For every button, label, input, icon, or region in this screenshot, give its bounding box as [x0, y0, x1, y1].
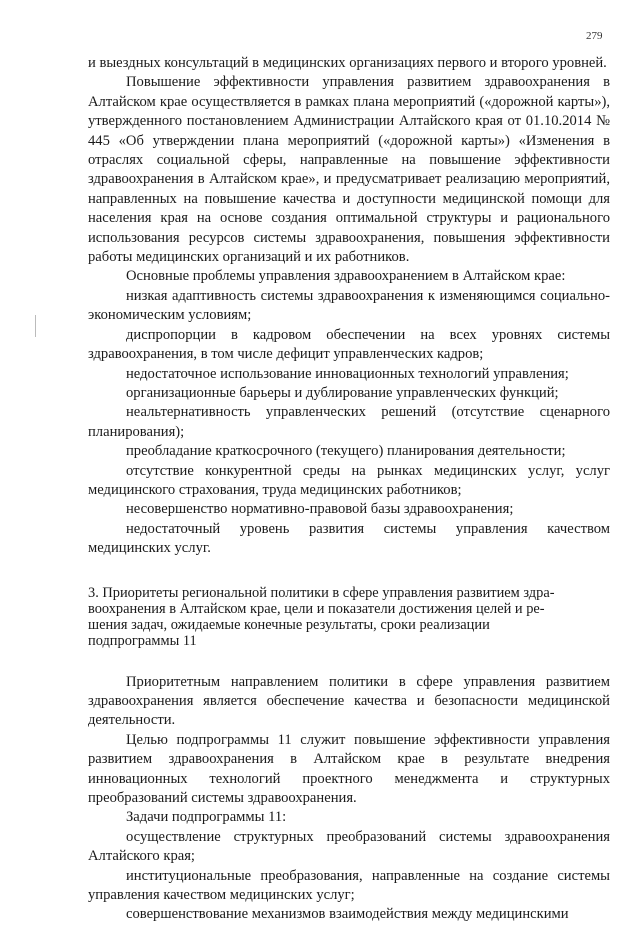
page-number: 279	[586, 30, 603, 42]
paragraph: преобладание краткосрочного (текущего) планирования деятельности;	[126, 443, 566, 460]
paragraph: Основные проблемы управления здравоохранением в Алтайском крае:	[126, 268, 566, 285]
paragraph: Приоритетным направлением политики в сфере управления развитием здравоохранения является обеспечение качества и безопасности медицинской деятельности.	[88, 673, 610, 729]
paragraph: институциональные преобразования, направленные на создание системы управления качеством медицинских услуг;	[88, 867, 610, 904]
paragraph: недостаточное использование инновационных технологий управления;	[126, 365, 569, 382]
paragraph: низкая адаптивность системы здравоохранения к изменяющимся социально-экономическим условиям;	[88, 287, 610, 324]
paragraph: Целью подпрограммы 11 служит повышение эффективности управления развитием здравоохранения в Алтайском крае в результате внедрения инновационных технологий проектного менеджмента и структурных преобразований системы здравоохранения.	[88, 731, 610, 806]
paragraph: диспропорции в кадровом обеспечении на всех уровнях системы здравоохранения, в том числе дефицит управленческих кадров;	[88, 326, 610, 363]
document-body	[88, 54, 610, 925]
paragraph: Задачи подпрограммы 11:	[126, 809, 287, 826]
paragraph: организационные барьеры и дублирование управленческих функций;	[126, 384, 559, 401]
paragraph: Повышение эффективности управления развитием здравоохранения в Алтайском крае осуществляется в рамках плана мероприятий («дорожной карты»), утвержденного постановлением Администрации Алтайского края от 01.10.2014 № 445 «Об утверждении плана мероприятий («дорожной карты») «Изменения в отраслях социальной сферы, направленные на повышение эффективности здравоохранения в Алтайском крае», и предусматривает реализацию мероприятий, направленных на повышение качества и доступности медицинской помощи для населения края на основе создания оптимальной структуры и рационального использования ресурсов системы здравоохранения, повышения эффективности работы медицинских организаций и их работников.	[88, 74, 610, 266]
section-heading-line: шения задач, ожидаемые конечные результаты, сроки реализации	[88, 616, 490, 633]
paragraph: и выездных консультаций в медицинских организациях первого и второго уровней.	[88, 55, 607, 71]
top-paragraphs	[88, 54, 610, 559]
section-heading-line: воохранения в Алтайском крае, цели и показатели достижения целей и ре-	[88, 600, 545, 617]
section-heading-line: подпрограммы 11	[88, 632, 197, 649]
paragraph: совершенствование механизмов взаимодействия между медицинскими	[126, 906, 569, 923]
paragraph: неальтернативность управленческих решений (отсутствие сценарного планирования);	[88, 404, 610, 440]
bottom-paragraphs	[88, 673, 610, 925]
paragraph: осуществление структурных преобразований системы здравоохранения Алтайского края;	[88, 828, 610, 865]
paragraph: несовершенство нормативно-правовой базы здравоохранения;	[126, 501, 514, 518]
paragraph: отсутствие конкурентной среды на рынках медицинских услуг, услуг медицинского страхования, труда медицинских работников;	[88, 462, 610, 498]
paragraph: недостаточный уровень развития системы управления качеством медицинских услуг.	[88, 520, 610, 557]
section-heading	[88, 585, 610, 649]
margin-mark	[35, 315, 36, 337]
section-heading-line: 3. Приоритеты региональной политики в сфере управления развитием здра-	[88, 584, 555, 601]
